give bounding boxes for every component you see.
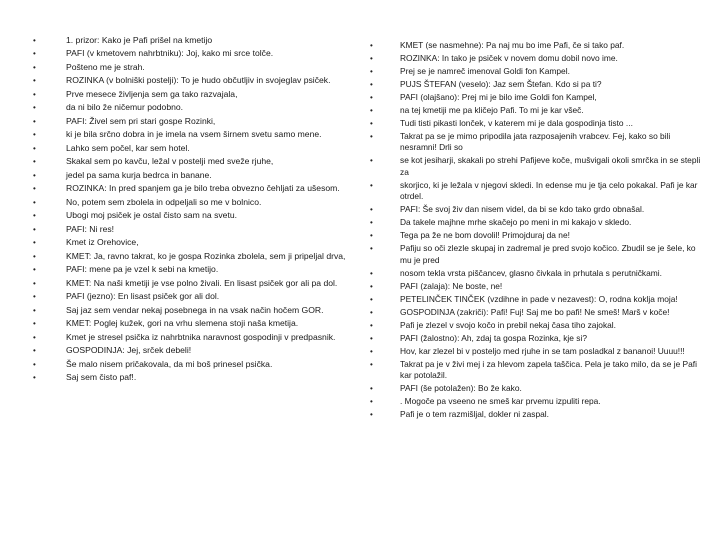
bullet-icon: • (33, 49, 36, 59)
bullet-icon: • (33, 373, 36, 383)
bullet-text: KMET: Ja, ravno takrat, ko je gospa Rozinka zbolela, sem ji pripeljal drva, (66, 250, 346, 261)
bullet-icon: • (33, 359, 36, 369)
bullet-icon: • (33, 251, 36, 261)
bullet-icon: • (33, 36, 36, 45)
bullet-text: PAFI: Ni res! (66, 223, 115, 234)
bullet-item (366, 118, 706, 129)
bullet-text: Skakal sem po kavču, ležal v postelji med sveže rjuhe, (66, 156, 274, 167)
bullet-text: ki je bila srčno dobra in je imela na vsem širnem svetu samo mene. (66, 129, 322, 140)
bullet-text: PAFI (olajšano): Prej mi je bilo ime Goldi fon Kampel, (400, 92, 597, 102)
bullet-item (366, 92, 706, 103)
bullet-text: jedel pa sama kurja bedrca in banane. (66, 169, 212, 180)
bullet-item (366, 409, 706, 420)
bullet-text: PAFI (žalostno): Ah, zdaj ta gospa Rozinka, kje si? (400, 332, 587, 343)
bullet-icon: • (370, 384, 373, 394)
bullet-item (30, 143, 350, 155)
bullet-text: KMET: Na naši kmetiji je vse polno živali. En lisast psiček gor ali pa dol. (66, 277, 338, 288)
bullet-item (366, 105, 706, 116)
left-column (30, 35, 350, 386)
bullet-text: PAFI (zalaja): Ne boste, ne! (400, 280, 503, 291)
bullet-icon: • (33, 62, 36, 72)
bullet-text: Hov, kar zlezel bi v posteljo med rjuhe in se tam posladkal z bananoi! Uuuu!!! (400, 345, 685, 356)
bullet-text: Saj jaz sem vendar nekaj posebnega in na vsak način hočem GOR. (66, 304, 324, 315)
bullet-text: PAFI (jezno): En lisast psiček gor ali dol. (66, 291, 220, 302)
bullet-item (30, 372, 350, 384)
bullet-item (366, 40, 706, 51)
bullet-text: ROZINKA: In pred spanjem ga je bilo treba obvezno čehljati za ušesom. (66, 183, 340, 194)
bullet-item (30, 264, 350, 276)
bullet-icon: • (33, 89, 36, 99)
bullet-item (30, 156, 350, 168)
bullet-item (30, 75, 350, 87)
bullet-icon: • (370, 41, 373, 50)
bullet-icon: • (33, 278, 36, 288)
bullet-icon: • (370, 132, 373, 141)
bullet-item (366, 333, 706, 344)
bullet-text: Da takele majhne mrhe skačejo po meni in mi kakajo v skledo. (400, 217, 632, 228)
bullet-item (30, 48, 350, 60)
bullet-item (30, 291, 350, 303)
bullet-text: No, potem sem zbolela in odpeljali so me v bolnico. (66, 196, 262, 207)
bullet-icon: • (33, 305, 36, 315)
bullet-item (366, 155, 706, 178)
bullet-icon: • (33, 116, 36, 126)
bullet-icon: • (370, 93, 373, 102)
bullet-text: Prve mesece življenja sem ga tako razvajala, (66, 88, 238, 99)
bullet-item (366, 294, 706, 305)
bullet-text: se kot jesiharji, skakali po strehi Pafijeve koče, mušvigali okoli smrčka in se stepli za (400, 155, 701, 177)
bullet-text: Kmet iz Orehovice, (66, 237, 139, 248)
bullet-item (366, 230, 706, 241)
bullet-text: GOSPODINJA: Jej, srček debeli! (66, 345, 192, 356)
bullet-item (366, 204, 706, 215)
bullet-icon: • (33, 197, 36, 207)
bullet-icon: • (370, 180, 373, 190)
bullet-item (30, 251, 350, 263)
bullet-text: Saj sem čisto paf!. (66, 372, 137, 383)
bullet-icon: • (33, 76, 36, 86)
bullet-icon: • (33, 265, 36, 275)
bullet-icon: • (33, 130, 36, 140)
left-bullet-list (30, 35, 350, 384)
bullet-item (30, 224, 350, 236)
bullet-icon: • (370, 268, 373, 278)
bullet-icon: • (33, 346, 36, 356)
bullet-icon: • (370, 80, 373, 89)
bullet-icon: • (370, 320, 373, 330)
bullet-text: 1. prizor: Kako je Pafi prišel na kmetijo (66, 35, 213, 45)
bullet-icon: • (370, 218, 373, 228)
bullet-text: Kmet je stresel psička iz nahrbtnika naravnost gospodinji v predpasnik. (66, 331, 336, 342)
bullet-text: Še malo nisem pričakovala, da mi boš prinesel psička. (66, 358, 273, 369)
bullet-text: Takrat pa se je mimo pripodila jata razposajenih vrabcev. Fej, kako so bili nesramni! Drli so (400, 131, 671, 153)
bullet-item (366, 79, 706, 90)
bullet-text: PAFI (v kmetovem nahrbtniku): Joj, kako mi srce tolče. (66, 48, 274, 59)
bullet-text: da ni bilo že ničemur podobno. (66, 102, 184, 113)
bullet-item (30, 318, 350, 330)
bullet-item (366, 346, 706, 357)
bullet-icon: • (370, 294, 373, 304)
bullet-icon: • (370, 231, 373, 241)
bullet-icon: • (33, 170, 36, 180)
bullet-item (30, 102, 350, 114)
bullet-text: Takrat pa je v živi mej i za hlevom zapela taščica. Pela je tako milo, da se je Pafi kar potolažil. (400, 358, 697, 381)
bullet-item (30, 359, 350, 371)
bullet-icon: • (370, 281, 373, 291)
bullet-icon: • (370, 106, 373, 115)
bullet-icon: • (33, 211, 36, 221)
bullet-text: Pafi je zlezel v svojo kočo in prebil nekaj časa tiho zajokal. (400, 319, 616, 330)
bullet-item (366, 131, 706, 154)
bullet-text: PAFI (še potolažen): Bo že kako. (400, 383, 522, 394)
bullet-icon: • (370, 119, 373, 128)
bullet-icon: • (370, 54, 373, 63)
bullet-text: ROZINKA: In tako je psiček v novem domu dobil novo ime. (400, 53, 618, 63)
bullet-text: PETELINČEK TINČEK (vzdihne in pade v nezavest): O, rodna koklja moja! (400, 293, 678, 304)
bullet-icon: • (33, 143, 36, 153)
bullet-icon: • (33, 319, 36, 329)
bullet-icon: • (370, 397, 373, 407)
bullet-text: nosom tekla vrsta piščancev, glasno čivkala in prhutala s perutničkami. (400, 267, 662, 278)
bullet-item (366, 307, 706, 318)
bullet-item (30, 35, 350, 47)
bullet-icon: • (33, 184, 36, 194)
bullet-item (366, 268, 706, 279)
bullet-item (366, 217, 706, 228)
bullet-text: Pafi je o tem razmišljal, dokler ni zaspal. (400, 409, 549, 420)
bullet-text: Tudi tisti pikasti lonček, v katerem mi je dala gospodinja tisto ... (400, 118, 633, 128)
bullet-text: PAFI: Še svoj živ dan nisem videl, da bi se kdo tako grdo obnašal. (400, 204, 645, 215)
bullet-icon: • (370, 359, 373, 369)
bullet-item (366, 243, 706, 266)
bullet-item (30, 116, 350, 128)
bullet-item (30, 305, 350, 317)
bullet-item (366, 53, 706, 64)
bullet-icon: • (33, 238, 36, 248)
bullet-item (30, 237, 350, 249)
bullet-text: PAFI: mene pa je vzel k sebi na kmetijo. (66, 264, 219, 275)
bullet-text: Pafiju so oči zlezle skupaj in zadremal je pred svojo kočico. Zbudil se je šele, ko mu je pred (400, 243, 696, 265)
bullet-text: Pošteno me je strah. (66, 61, 145, 72)
bullet-text: na tej kmetiji me pa kličejo Pafi. To mi je kar všeč. (400, 105, 584, 115)
bullet-text: KMET: Poglej kužek, gori na vrhu slemena stoji naša kmetija. (66, 318, 299, 329)
bullet-icon: • (370, 346, 373, 356)
bullet-item (30, 332, 350, 344)
bullet-item (30, 89, 350, 101)
bullet-item (366, 66, 706, 77)
bullet-icon: • (33, 332, 36, 342)
bullet-icon: • (370, 205, 373, 215)
bullet-text: Prej se je namreč imenoval Goldi fon Kampel. (400, 66, 570, 76)
bullet-icon: • (370, 67, 373, 76)
bullet-text: PUJS ŠTEFAN (veselo): Jaz sem Štefan. Kdo si pa ti? (400, 79, 602, 89)
bullet-item (30, 129, 350, 141)
right-column (366, 40, 706, 422)
bullet-text: . Mogoče pa vseeno ne smeš kar prvemu izpuliti repa. (400, 396, 601, 407)
bullet-icon: • (370, 307, 373, 317)
bullet-text: Lahko sem počel, kar sem hotel. (66, 142, 190, 153)
bullet-item (30, 62, 350, 74)
bullet-icon: • (370, 410, 373, 420)
bullet-item (366, 320, 706, 331)
bullet-text: Ubogi moj psiček je ostal čisto sam na svetu. (66, 210, 237, 221)
bullet-item (366, 281, 706, 292)
bullet-item (30, 345, 350, 357)
bullet-text: Tega pa že ne bom dovolil! Primojduraj da ne! (400, 230, 570, 241)
bullet-text: PAFI: Živel sem pri stari gospe Rozinki, (66, 115, 216, 126)
bullet-text: skorjico, ki je ležala v njegovi skledi. In edense mu je tja celo pokakal. Pafi je kar otrdel. (400, 179, 698, 202)
bullet-item (30, 170, 350, 182)
bullet-item (30, 183, 350, 195)
bullet-text: KMET (se nasmehne): Pa naj mu bo ime Pafi, če si tako paf. (400, 40, 625, 50)
bullet-item (30, 278, 350, 290)
bullet-icon: • (33, 224, 36, 234)
bullet-icon: • (33, 157, 36, 167)
bullet-item (366, 359, 706, 382)
bullet-icon: • (370, 333, 373, 343)
bullet-item (30, 210, 350, 222)
bullet-icon: • (33, 103, 36, 113)
bullet-item (366, 383, 706, 394)
bullet-text: GOSPODINJA (zakriči): Pafi! Fuj! Saj me bo pafi! Ne smeš! Marš v koče! (400, 306, 670, 317)
bullet-item (30, 197, 350, 209)
right-bullet-list (366, 40, 706, 420)
bullet-icon: • (370, 244, 373, 254)
bullet-icon: • (370, 156, 373, 166)
bullet-item (366, 180, 706, 203)
bullet-text: ROZINKA (v bolniški postelji): To je hudo občutljiv in svojeglav psiček. (66, 75, 331, 86)
bullet-item (366, 396, 706, 407)
bullet-icon: • (33, 292, 36, 302)
